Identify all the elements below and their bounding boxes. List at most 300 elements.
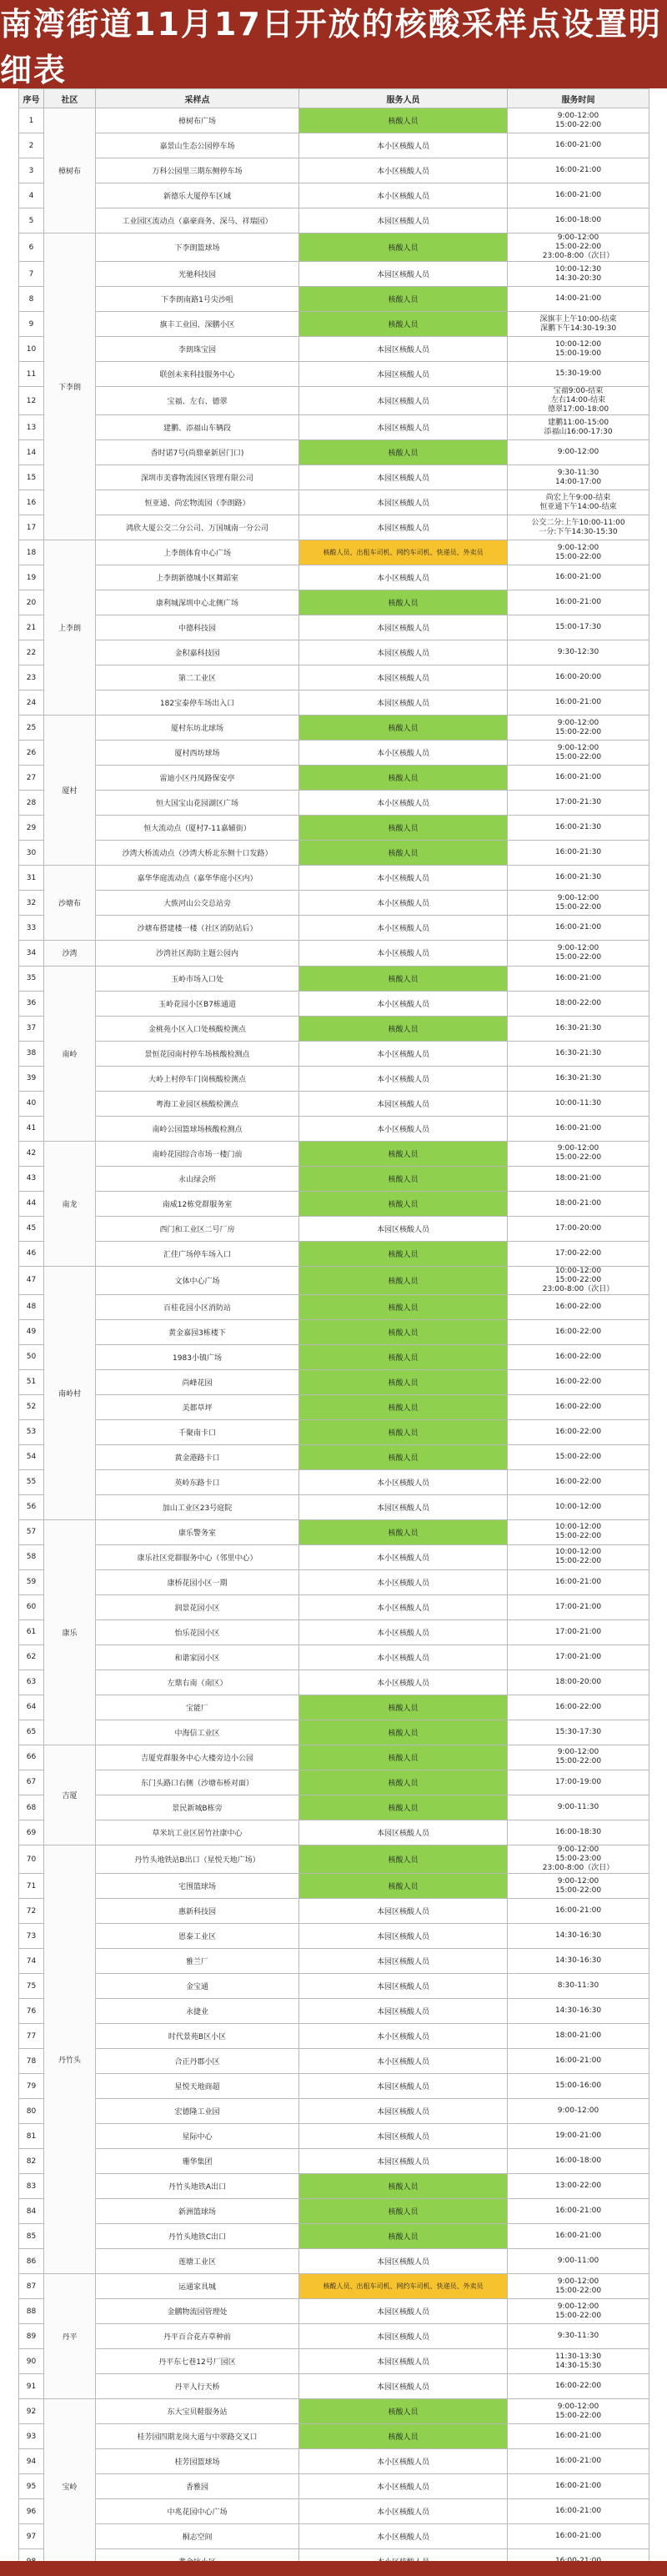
table-row	[19, 1594, 649, 1619]
service-staff: 核酸人员	[299, 1419, 508, 1444]
service-time: 9:00-11:00	[508, 2249, 649, 2274]
sampling-site: 建鹏、添福山车辆段	[96, 415, 299, 440]
table-row	[19, 1695, 649, 1720]
row-number: 12	[19, 387, 44, 415]
sampling-site: 千聚南卡口	[96, 1419, 299, 1444]
row-number: 17	[19, 515, 44, 540]
sampling-site: 香时诺7号(尚鼎豪新居门口)	[96, 440, 299, 465]
row-number: 66	[19, 1745, 44, 1770]
table-row	[19, 387, 649, 415]
service-staff: 本园区核酸人员	[299, 262, 508, 287]
service-staff: 本小区核酸人员	[299, 1645, 508, 1670]
service-time: 16:00-21:00	[508, 590, 649, 615]
sampling-site: 中兆花园中心广场	[96, 2499, 299, 2524]
row-number: 26	[19, 741, 44, 766]
row-number: 97	[19, 2524, 44, 2549]
service-staff: 本园区核酸人员	[299, 2149, 508, 2174]
row-number: 43	[19, 1166, 44, 1191]
table-row	[19, 1369, 649, 1394]
service-staff: 核酸人员	[299, 1344, 508, 1369]
row-number: 62	[19, 1645, 44, 1670]
community-name: 下李朗	[44, 233, 96, 540]
service-staff: 本小区核酸人员	[299, 866, 508, 891]
table-row	[19, 966, 649, 991]
service-time: 10:00-11:30	[508, 1091, 649, 1116]
row-number: 65	[19, 1720, 44, 1745]
service-time: 16:00-18:00	[508, 208, 649, 233]
table-row	[19, 1924, 649, 1949]
row-number: 48	[19, 1294, 44, 1319]
row-number: 27	[19, 766, 44, 791]
service-time: 16:00-21:00	[508, 766, 649, 791]
sampling-site: 南威12栋党群服务室	[96, 1191, 299, 1216]
service-time: 16:30-21:30	[508, 1066, 649, 1091]
sampling-site: 沙湾社区海防主题公园内	[96, 941, 299, 966]
row-number: 7	[19, 262, 44, 287]
table-row	[19, 2399, 649, 2424]
sampling-site: 丹竹头地铁站B出口（星悦天地广场）	[96, 1845, 299, 1874]
table-header-row	[19, 89, 649, 108]
sampling-site: 景民新城B栋旁	[96, 1795, 299, 1820]
sampling-site: 宏德隆工业园	[96, 2099, 299, 2124]
service-time: 建鹏11:00-15:00 添福山16:00-17:30	[508, 415, 649, 440]
row-number: 93	[19, 2424, 44, 2449]
service-staff: 本园区核酸人员	[299, 1899, 508, 1924]
table-row	[19, 1216, 649, 1241]
service-staff: 核酸人员	[299, 816, 508, 841]
service-time: 16:00-22:00	[508, 1319, 649, 1344]
service-time: 8:30-11:30	[508, 1974, 649, 1999]
service-time: 16:00-18:00	[508, 2149, 649, 2174]
service-time: 9:00-12:00 15:00-22:00	[508, 2399, 649, 2424]
service-staff: 本小区核酸人员	[299, 891, 508, 916]
service-time: 16:00-21:00	[508, 2474, 649, 2499]
service-time: 16:00-20:00	[508, 665, 649, 690]
community-name: 南岭	[44, 966, 96, 1141]
service-time: 16:00-21:30	[508, 816, 649, 841]
table-row	[19, 1041, 649, 1066]
community-name: 康乐	[44, 1519, 96, 1745]
table-row	[19, 262, 649, 287]
service-staff: 核酸人员	[299, 2399, 508, 2424]
service-staff: 核酸人员	[299, 2224, 508, 2249]
service-time: 15:30-17:30	[508, 1720, 649, 1745]
row-number: 73	[19, 1924, 44, 1949]
row-number: 14	[19, 440, 44, 465]
row-number: 53	[19, 1419, 44, 1444]
table-row	[19, 741, 649, 766]
sampling-site: 运通家具城	[96, 2274, 299, 2299]
table-row	[19, 2124, 649, 2149]
table-row	[19, 2149, 649, 2174]
service-time: 16:00-21:00	[508, 916, 649, 941]
sampling-site: 和谐家园小区	[96, 1645, 299, 1670]
service-staff: 本小区核酸人员	[299, 183, 508, 208]
row-number: 49	[19, 1319, 44, 1344]
row-number: 89	[19, 2324, 44, 2349]
service-time: 9:00-12:00	[508, 440, 649, 465]
service-time: 10:00-12:00	[508, 1494, 649, 1519]
service-staff: 本小区核酸人员	[299, 941, 508, 966]
sampling-site: 加山工业区23号庭院	[96, 1494, 299, 1519]
row-number: 60	[19, 1594, 44, 1619]
service-staff: 核酸人员、出租车司机、网约车司机、快递员、外卖员	[299, 540, 508, 565]
sampling-site: 金宝通	[96, 1974, 299, 1999]
row-number: 40	[19, 1091, 44, 1116]
row-number: 87	[19, 2274, 44, 2299]
table-row	[19, 590, 649, 615]
community-name: 南岭村	[44, 1266, 96, 1519]
table-row	[19, 816, 649, 841]
table-row	[19, 716, 649, 741]
service-time: 16:00-21:00	[508, 1569, 649, 1594]
sampling-site: 厦村东坊北球场	[96, 716, 299, 741]
row-number: 25	[19, 716, 44, 741]
sampling-site: 桂芳园四期龙岗大道与中翠路交叉口	[96, 2424, 299, 2449]
row-number: 10	[19, 337, 44, 362]
sampling-site: 星悦天地商超	[96, 2074, 299, 2099]
table-row	[19, 208, 649, 233]
service-staff: 核酸人员	[299, 1394, 508, 1419]
service-time: 17:00-22:00	[508, 1241, 649, 1266]
service-staff: 核酸人员	[299, 1745, 508, 1770]
service-time: 15:00-17:30	[508, 615, 649, 640]
table-row	[19, 515, 649, 540]
row-number: 92	[19, 2399, 44, 2424]
service-time: 14:30-16:30	[508, 1999, 649, 2024]
sampling-site: 182宝泰停车场出入口	[96, 690, 299, 716]
service-time: 16:00-21:00	[508, 1899, 649, 1924]
row-number: 90	[19, 2349, 44, 2374]
sampling-site: 永捷业	[96, 1999, 299, 2024]
service-time: 9:00-12:00 15:00-22:00	[508, 2299, 649, 2324]
table-row	[19, 1016, 649, 1041]
sampling-site: 吉厦党群服务中心大楼旁边小公园	[96, 1745, 299, 1770]
sampling-site: 左鼎右南（南区）	[96, 1670, 299, 1695]
sampling-site: 桐志空间	[96, 2524, 299, 2549]
sampling-site: 鸿欣大厦公交二分公司、万国城南一分公司	[96, 515, 299, 540]
service-time: 9:00-12:00 15:00-22:00	[508, 108, 649, 133]
sampling-site: 大族河山公交总站旁	[96, 891, 299, 916]
service-staff: 本园区核酸人员	[299, 490, 508, 515]
table-row	[19, 1191, 649, 1216]
service-time: 16:00-21:00	[508, 966, 649, 991]
row-number: 67	[19, 1770, 44, 1795]
row-number: 30	[19, 841, 44, 866]
service-staff: 本园区核酸人员	[299, 337, 508, 362]
table-row	[19, 766, 649, 791]
table-row	[19, 2449, 649, 2474]
table-row	[19, 1544, 649, 1569]
service-time: 16:00-21:00	[508, 2424, 649, 2449]
service-staff: 核酸人员	[299, 1770, 508, 1795]
table-row	[19, 440, 649, 465]
row-number: 55	[19, 1469, 44, 1494]
row-number: 86	[19, 2249, 44, 2274]
service-time: 16:00-21:00	[508, 690, 649, 716]
row-number: 5	[19, 208, 44, 233]
service-staff: 本园区核酸人员	[299, 665, 508, 690]
table-row	[19, 1949, 649, 1974]
service-time: 14:30-16:30	[508, 1924, 649, 1949]
table-row	[19, 1974, 649, 1999]
sampling-site: 草米坑工业区居竹社康中心	[96, 1820, 299, 1845]
table-row	[19, 415, 649, 440]
sampling-site: 樟树布广场	[96, 108, 299, 133]
service-time: 9:00-12:00 15:00-22:00	[508, 1141, 649, 1166]
table-row	[19, 1820, 649, 1845]
table-row	[19, 891, 649, 916]
service-time: 公交二分:上午10:00-11:00 一分:下午14:30-15:30	[508, 515, 649, 540]
sampling-site: 宝福、左右、德翠	[96, 387, 299, 415]
row-number: 29	[19, 816, 44, 841]
table-body	[19, 108, 649, 2574]
table-row	[19, 337, 649, 362]
sampling-site: 东大宝贝鞋服务站	[96, 2399, 299, 2424]
row-number: 38	[19, 1041, 44, 1066]
row-number: 46	[19, 1241, 44, 1266]
sampling-site: 英岭东路卡口	[96, 1469, 299, 1494]
service-staff: 本园区核酸人员	[299, 362, 508, 387]
service-time: 10:00-12:00 15:00-22:00	[508, 1519, 649, 1544]
service-staff: 核酸人员	[299, 1191, 508, 1216]
service-staff: 本园区核酸人员	[299, 2299, 508, 2324]
row-number: 58	[19, 1544, 44, 1569]
service-staff: 本小区核酸人员	[299, 133, 508, 158]
community-name: 吉厦	[44, 1745, 96, 1845]
sampling-site: 玉岭花园小区B7栋通道	[96, 991, 299, 1016]
sampling-site: 万科公园里三期东侧停车场	[96, 158, 299, 183]
table-row	[19, 2249, 649, 2274]
service-time: 16:00-21:00	[508, 158, 649, 183]
sampling-site: 恒大流动点（厦村7-11嘉辅街）	[96, 816, 299, 841]
service-staff: 核酸人员	[299, 841, 508, 866]
service-time: 9:00-12:00 15:00-22:00	[508, 941, 649, 966]
service-time: 16:00-21:00	[508, 183, 649, 208]
row-number: 96	[19, 2499, 44, 2524]
service-staff: 本园区核酸人员	[299, 387, 508, 415]
service-time: 9:00-12:00 15:00-22:00	[508, 1745, 649, 1770]
service-staff: 本小区核酸人员	[299, 916, 508, 941]
sampling-site: 工业园区流动点（嘉豪商务、深马、祥瑞园）	[96, 208, 299, 233]
sampling-site: 南岭花园综合市场一楼门前	[96, 1141, 299, 1166]
service-time: 16:00-21:00	[508, 2449, 649, 2474]
row-number: 16	[19, 490, 44, 515]
row-number: 37	[19, 1016, 44, 1041]
service-staff: 本小区核酸人员	[299, 991, 508, 1016]
sampling-site: 新德乐大厦停车区域	[96, 183, 299, 208]
service-staff: 本小区核酸人员	[299, 1469, 508, 1494]
service-staff: 本小区核酸人员	[299, 1569, 508, 1594]
table-row	[19, 2274, 649, 2299]
service-staff: 核酸人员	[299, 1874, 508, 1899]
service-staff: 本园区核酸人员	[299, 1974, 508, 1999]
row-number: 35	[19, 966, 44, 991]
sampling-site: 永山绿会所	[96, 1166, 299, 1191]
table-row	[19, 287, 649, 312]
community-name: 上李朗	[44, 540, 96, 716]
service-staff: 本园区核酸人员	[299, 1091, 508, 1116]
table-row	[19, 2499, 649, 2524]
table-row	[19, 991, 649, 1016]
row-number: 34	[19, 941, 44, 966]
row-number: 50	[19, 1344, 44, 1369]
service-time: 17:00-19:00	[508, 1770, 649, 1795]
service-staff: 本小区核酸人员	[299, 1594, 508, 1619]
service-time: 18:00-21:00	[508, 2024, 649, 2049]
table-row	[19, 2524, 649, 2549]
service-time: 17:00-21:00	[508, 1594, 649, 1619]
table-row	[19, 640, 649, 665]
row-number: 23	[19, 665, 44, 690]
sampling-site: 康利城深圳中心北侧广场	[96, 590, 299, 615]
row-number: 70	[19, 1845, 44, 1874]
service-staff: 本小区核酸人员	[299, 1116, 508, 1141]
sampling-site: 香雅园	[96, 2474, 299, 2499]
service-staff: 核酸人员	[299, 1795, 508, 1820]
table-row	[19, 2299, 649, 2324]
service-staff: 本园区核酸人员	[299, 2074, 508, 2099]
row-number: 32	[19, 891, 44, 916]
sampling-site: 尚峰花园	[96, 1369, 299, 1394]
sampling-site: 丹平人行天桥	[96, 2374, 299, 2399]
table-row	[19, 233, 649, 262]
service-time: 9:30-11:30	[508, 2324, 649, 2349]
service-time: 16:00-21:00	[508, 2049, 649, 2074]
service-staff: 本小区核酸人员	[299, 1619, 508, 1645]
table-row	[19, 1670, 649, 1695]
service-time: 9:00-12:00 15:00-23:00 23:00-8:00（次日）	[508, 1845, 649, 1874]
table-row	[19, 565, 649, 590]
sampling-site: 恒大国宝山花园湖区广场	[96, 791, 299, 816]
sampling-site: 雅兰厂	[96, 1949, 299, 1974]
service-time: 16:00-21:00	[508, 2499, 649, 2524]
service-staff: 本小区核酸人员	[299, 791, 508, 816]
service-staff: 本园区核酸人员	[299, 615, 508, 640]
service-time: 17:00-21:30	[508, 791, 649, 816]
service-time: 9:30-11:30 14:00-17:00	[508, 465, 649, 490]
row-number: 8	[19, 287, 44, 312]
table-row	[19, 615, 649, 640]
table-row	[19, 2374, 649, 2399]
service-staff: 本小区核酸人员	[299, 1066, 508, 1091]
row-number: 21	[19, 615, 44, 640]
row-number: 95	[19, 2474, 44, 2499]
sampling-site: 宝能厂	[96, 1695, 299, 1720]
sampling-site: 下李朗南路1号尖沙咀	[96, 287, 299, 312]
table-row	[19, 665, 649, 690]
row-number: 79	[19, 2074, 44, 2099]
row-number: 22	[19, 640, 44, 665]
table-row	[19, 1619, 649, 1645]
table-row	[19, 1116, 649, 1141]
service-time: 16:00-21:00	[508, 2524, 649, 2549]
row-number: 75	[19, 1974, 44, 1999]
sampling-site: 西门和工业区二号厂房	[96, 1216, 299, 1241]
sampling-site: 怡乐花园小区	[96, 1619, 299, 1645]
community-name: 南龙	[44, 1141, 96, 1266]
table-row	[19, 1795, 649, 1820]
service-time: 16:00-22:00	[508, 1294, 649, 1319]
community-name: 厦村	[44, 716, 96, 866]
sampling-site: 金桃苑小区入口处核酸检测点	[96, 1016, 299, 1041]
table-row	[19, 2174, 649, 2199]
service-time: 16:00-22:00	[508, 1394, 649, 1419]
sampling-site: 1983小镇广场	[96, 1344, 299, 1369]
service-time: 10:00-12:00 15:00-22:00	[508, 1544, 649, 1569]
table-row	[19, 465, 649, 490]
service-staff: 本园区核酸人员	[299, 2349, 508, 2374]
service-time: 16:00-21:00	[508, 133, 649, 158]
sampling-site: 嘉景山生态公园停车场	[96, 133, 299, 158]
community-name: 沙湾	[44, 941, 96, 966]
table-row	[19, 2474, 649, 2499]
sampling-site: 时代景苑B区小区	[96, 2024, 299, 2049]
sampling-site: 沙塘布搭建楼一楼（社区消防站后）	[96, 916, 299, 941]
service-staff: 本小区核酸人员	[299, 2449, 508, 2474]
service-staff: 本园区核酸人员	[299, 1999, 508, 2024]
service-staff: 本园区核酸人员	[299, 1949, 508, 1974]
service-time: 9:00-12:00 15:00-22:00	[508, 716, 649, 741]
sampling-site: 百桂花园小区消防站	[96, 1294, 299, 1319]
community-name: 沙塘布	[44, 866, 96, 941]
table-row	[19, 490, 649, 515]
row-number: 9	[19, 312, 44, 337]
sampling-site: 丹竹头地铁A出口	[96, 2174, 299, 2199]
table-row	[19, 866, 649, 891]
row-number: 44	[19, 1191, 44, 1216]
row-number: 2	[19, 133, 44, 158]
row-number: 72	[19, 1899, 44, 1924]
sampling-site: 景恒花园南村停车场核酸检测点	[96, 1041, 299, 1066]
service-time: 深旗丰上午10:00-结束 深鹏下午14:30-19:30	[508, 312, 649, 337]
column-header-site: 采样点	[96, 89, 299, 108]
sampling-site: 金积嘉科技园	[96, 640, 299, 665]
table-row	[19, 1266, 649, 1294]
service-time: 16:30-21:30	[508, 1041, 649, 1066]
service-staff: 本园区核酸人员	[299, 2099, 508, 2124]
service-staff: 本园区核酸人员	[299, 1924, 508, 1949]
service-time: 15:00-16:00	[508, 2074, 649, 2099]
table-row	[19, 1141, 649, 1166]
row-number: 77	[19, 2024, 44, 2049]
sampling-site: 厦村西坊球场	[96, 741, 299, 766]
sampling-site: 上李朗体育中心广场	[96, 540, 299, 565]
sampling-site: 李朗珠宝园	[96, 337, 299, 362]
table-row	[19, 1494, 649, 1519]
service-staff: 本园区核酸人员	[299, 2324, 508, 2349]
service-time: 16:00-22:00	[508, 2374, 649, 2399]
row-number: 91	[19, 2374, 44, 2399]
service-time: 9:00-12:00 15:00-22:00	[508, 741, 649, 766]
sampling-site: 南岭公园篮球场核酸检测点	[96, 1116, 299, 1141]
service-time: 尚宏上午9:00-结束 恒亚通下午14:00-结束	[508, 490, 649, 515]
row-number: 45	[19, 1216, 44, 1241]
service-staff: 核酸人员	[299, 966, 508, 991]
service-time: 9:00-12:00 15:00-22:00	[508, 540, 649, 565]
sampling-sites-table	[18, 88, 649, 2574]
service-staff: 本园区核酸人员	[299, 1820, 508, 1845]
service-staff: 核酸人员	[299, 590, 508, 615]
service-time: 9:00-12:00	[508, 2099, 649, 2124]
service-time: 16:00-21:00	[508, 2199, 649, 2224]
sampling-site: 莲塘工业区	[96, 2249, 299, 2274]
sampling-site: 丹平百合花卉草种前	[96, 2324, 299, 2349]
sampling-site: 恒亚通、尚宏物流园（李朗路）	[96, 490, 299, 515]
row-number: 69	[19, 1820, 44, 1845]
service-staff: 核酸人员	[299, 2174, 508, 2199]
table-row	[19, 183, 649, 208]
